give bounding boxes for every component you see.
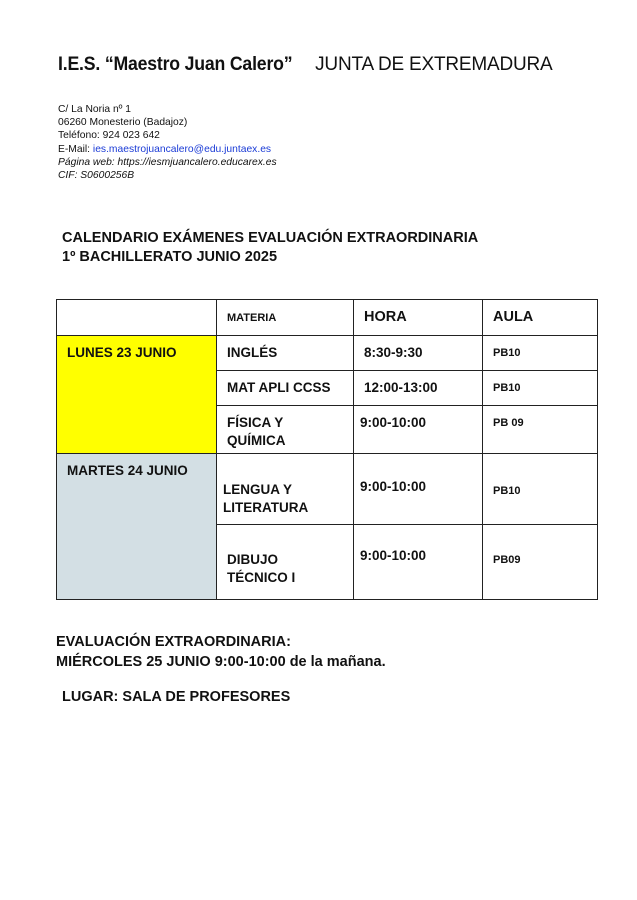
time-cell: 12:00-13:00 bbox=[354, 371, 483, 406]
email-link[interactable]: ies.maestrojuancalero@edu.juntaex.es bbox=[92, 143, 272, 155]
room-cell: PB09 bbox=[483, 525, 598, 600]
cif-number: CIF: S0600256B bbox=[58, 170, 135, 182]
header-empty-cell bbox=[57, 300, 217, 336]
room-cell: PB 09 bbox=[483, 406, 598, 454]
footer-line-1: EVALUACIÓN EXTRAORDINARIA: bbox=[56, 634, 291, 650]
subject-cell: FÍSICA Y QUÍMICA bbox=[217, 406, 354, 454]
table-header-row bbox=[57, 300, 598, 336]
table-row bbox=[57, 336, 598, 371]
title-line-1: CALENDARIO EXÁMENES EVALUACIÓN EXTRAORDINARIA bbox=[62, 230, 479, 246]
table-row bbox=[57, 454, 598, 525]
location-note: LUGAR: SALA DE PROFESORES bbox=[62, 689, 291, 705]
address-block bbox=[58, 103, 277, 182]
subject-cell: INGLÉS bbox=[217, 336, 354, 371]
region-name: JUNTA DE EXTREMADURA bbox=[310, 54, 553, 75]
day-cell-tuesday: MARTES 24 JUNIO bbox=[57, 454, 217, 600]
subject-cell: LENGUA Y LITERATURA bbox=[217, 454, 354, 525]
room-cell: PB10 bbox=[483, 336, 598, 371]
street-address: C/ La Noria nº 1 bbox=[58, 104, 132, 115]
footer-line-2: MIÉRCOLES 25 JUNIO 9:00-10:00 de la mañana. bbox=[56, 654, 386, 670]
header-subject: MATERIA bbox=[217, 300, 354, 336]
header-time: HORA bbox=[354, 300, 483, 336]
room-cell: PB10 bbox=[483, 371, 598, 406]
document-title bbox=[62, 229, 478, 267]
header-room: AULA bbox=[483, 300, 598, 336]
school-header bbox=[58, 54, 553, 76]
title-line-2: 1º BACHILLERATO JUNIO 2025 bbox=[62, 249, 278, 265]
web-label: Página web: bbox=[58, 156, 118, 168]
subject-cell: MAT APLI CCSS bbox=[217, 371, 354, 406]
time-cell: 8:30-9:30 bbox=[354, 336, 483, 371]
day-cell-monday: LUNES 23 JUNIO bbox=[57, 336, 217, 454]
web-line bbox=[58, 156, 277, 169]
subject-cell: DIBUJO TÉCNICO I bbox=[217, 525, 354, 600]
extraordinary-evaluation-note bbox=[56, 632, 386, 672]
time-cell: 9:00-10:00 bbox=[354, 406, 483, 454]
email-label: E-Mail: bbox=[58, 143, 93, 155]
school-name: I.E.S. “Maestro Juan Calero” bbox=[58, 54, 293, 75]
email-line bbox=[58, 143, 277, 156]
room-cell: PB10 bbox=[483, 454, 598, 525]
web-link[interactable]: https://iesmjuancalero.educarex.es bbox=[117, 156, 277, 168]
phone-number: Teléfono: 924 023 642 bbox=[58, 130, 160, 142]
time-cell: 9:00-10:00 bbox=[354, 525, 483, 600]
exam-calendar-table bbox=[56, 299, 598, 600]
city-address: 06260 Monesterio (Badajoz) bbox=[58, 117, 188, 129]
time-cell: 9:00-10:00 bbox=[354, 454, 483, 525]
